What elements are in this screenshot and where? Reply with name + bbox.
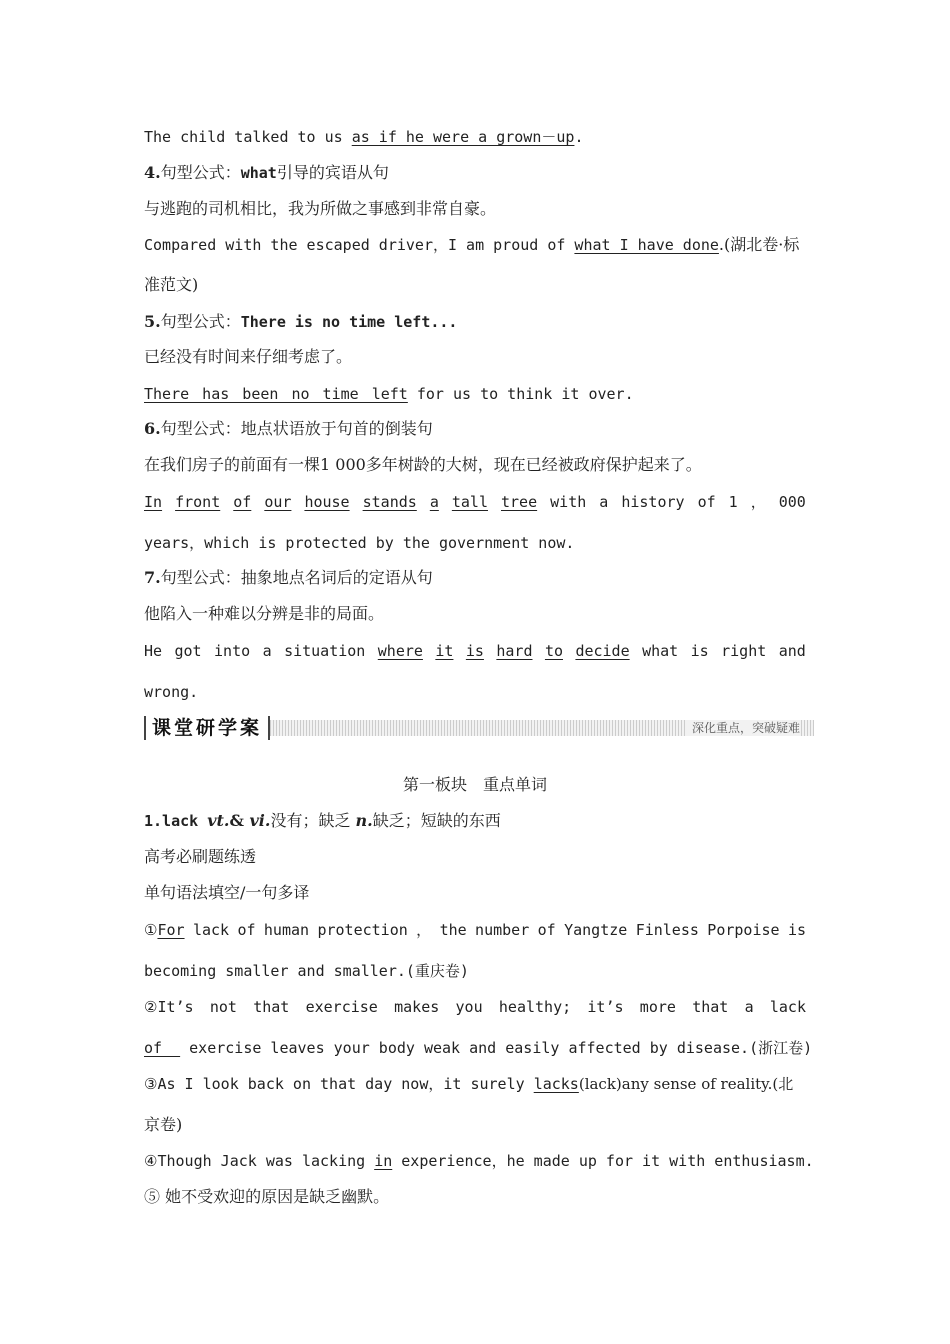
word: into	[214, 642, 251, 660]
word: number	[475, 921, 530, 939]
word: Porpoise	[707, 921, 780, 939]
exercise-sentence	[144, 1073, 793, 1095]
word: and	[778, 642, 806, 660]
word: 1	[728, 493, 738, 511]
answer-blank: in	[374, 1152, 393, 1170]
answer-word: a	[429, 493, 439, 511]
answer-word: front	[175, 493, 221, 511]
answer-word: to	[544, 642, 563, 660]
word: human	[263, 921, 310, 939]
word: 000	[778, 493, 806, 511]
word: healthy;	[498, 998, 572, 1016]
section-banner	[144, 716, 814, 740]
exercise-sentence: ⑤ 她不受欢迎的原因是缺乏幽默。	[144, 1187, 390, 1206]
word: Finless	[635, 921, 699, 939]
word: you	[455, 998, 483, 1016]
subheading: 单句语法填空/一句多译	[144, 883, 310, 902]
word: ，	[416, 921, 432, 939]
vocab-word: 1.lack	[144, 812, 208, 830]
item-marker: ①	[144, 921, 158, 939]
keyword: There is no time left...	[240, 313, 458, 331]
text: 句型公式：	[160, 163, 241, 182]
text: for us to think it over.	[407, 385, 634, 403]
part-of-speech: n.	[355, 811, 373, 830]
answer-word: In	[144, 493, 163, 511]
answer-word: hard	[496, 642, 533, 660]
word: of	[697, 493, 716, 511]
text: &	[229, 811, 250, 830]
answer-word: decide	[575, 642, 630, 660]
word: lack	[769, 998, 806, 1016]
part-of-speech: vt.	[207, 811, 230, 830]
exercise-sentence	[144, 996, 806, 1018]
answer-word: tree	[501, 493, 538, 511]
answer-word: is	[465, 642, 484, 660]
word: with	[550, 493, 587, 511]
definition: 缺乏；短缺的东西	[372, 811, 501, 830]
source-continued: 准范文)	[144, 275, 199, 294]
text: Compared with the escaped driver，I am proud of	[144, 236, 575, 254]
answer-blank: For	[157, 921, 185, 939]
answer-blank: lacks	[533, 1075, 579, 1093]
word: protection	[317, 921, 408, 939]
banner-title: 课堂研学案	[144, 716, 270, 740]
answer-blank: There has been no time left	[144, 385, 408, 403]
item-number: 7.	[144, 568, 161, 587]
formula-heading	[144, 311, 457, 333]
exercise-sentence	[144, 919, 806, 941]
answer-word: of	[233, 493, 252, 511]
formula-heading	[144, 162, 389, 184]
part-of-speech: vi.	[249, 811, 271, 830]
chinese-sentence: 在我们房子的前面有一棵1 000多年树龄的大树，现在已经被政府保护起来了。	[144, 455, 702, 474]
formula-heading	[144, 418, 433, 440]
word: it’s	[587, 998, 624, 1016]
exercise-sentence-continued: becoming smaller and smaller.(重庆卷)	[144, 962, 469, 980]
word: a	[599, 493, 609, 511]
word: lack	[192, 921, 230, 939]
answer-blank: of	[144, 1039, 181, 1057]
answer-word: house	[304, 493, 350, 511]
word: Yangtze	[564, 921, 628, 939]
item-number: 5.	[144, 312, 161, 331]
word: not	[209, 998, 237, 1016]
answer-blank: as if he were a grown－up	[351, 128, 575, 146]
section-title: 第一板块 重点单词	[402, 775, 547, 794]
example-sentence	[144, 640, 806, 662]
word: is	[787, 921, 806, 939]
word: what	[642, 642, 679, 660]
text: (lack)any sense of reality.(北	[578, 1075, 794, 1093]
word: situation	[284, 642, 366, 660]
text: The child talked to us	[144, 128, 352, 146]
text: experience，he made up for it with enthusiasm.	[392, 1152, 814, 1170]
word: the	[439, 921, 467, 939]
example-sentence-continued: years，which is protected by the government now.	[144, 534, 575, 552]
text: ④Though Jack was lacking	[144, 1152, 375, 1170]
exercise-sentence	[144, 1150, 814, 1172]
source-continued: 京卷)	[144, 1115, 183, 1134]
vocab-heading	[144, 810, 501, 832]
answer-word: tall	[451, 493, 488, 511]
answer-word: where	[377, 642, 423, 660]
item-number: 6.	[144, 419, 161, 438]
exercise-sentence-continued	[144, 1037, 812, 1059]
word: a	[744, 998, 754, 1016]
text: 句型公式：	[160, 312, 241, 331]
chinese-sentence: 已经没有时间来仔细考虑了。	[144, 347, 353, 366]
example-sentence	[144, 383, 634, 405]
word: right	[721, 642, 767, 660]
chinese-sentence: 他陷入一种难以分辨是非的局面。	[144, 604, 385, 623]
answer-word: it	[435, 642, 454, 660]
answer-word: stands	[362, 493, 417, 511]
chinese-sentence: 与逃跑的司机相比，我为所做之事感到非常自豪。	[144, 199, 497, 218]
text: .	[574, 128, 584, 146]
keyword: what	[240, 164, 277, 182]
word: exercise	[305, 998, 378, 1016]
word: history	[621, 493, 685, 511]
text: exercise leaves your body weak and easily affected by disease.(浙江卷)	[180, 1039, 813, 1057]
text: 引导的宾语从句	[276, 163, 389, 182]
answer-word: our	[264, 493, 292, 511]
word: got	[174, 642, 202, 660]
banner-subtitle: 深化重点，突破疑难	[686, 720, 800, 736]
text: 句型公式：抽象地点名词后的定语从句	[160, 568, 433, 587]
word: is	[690, 642, 709, 660]
example-sentence	[144, 126, 583, 148]
word: that	[253, 998, 290, 1016]
word: makes	[394, 998, 440, 1016]
word: of	[237, 921, 256, 939]
text: 句型公式：地点状语放于句首的倒装句	[160, 419, 433, 438]
word: of	[537, 921, 556, 939]
source: .(湖北卷·标	[718, 235, 800, 254]
answer-blank: what I have done	[574, 236, 719, 254]
word: ②It’s	[144, 998, 194, 1016]
word: that	[692, 998, 729, 1016]
subheading: 高考必刷题练透	[144, 847, 257, 866]
formula-heading	[144, 567, 433, 589]
definition: 没有；缺乏	[270, 811, 356, 830]
word: He	[144, 642, 163, 660]
text: ③As I look back on that day now，it surely	[144, 1075, 534, 1093]
word: a	[262, 642, 272, 660]
item-number: 4.	[144, 163, 161, 182]
word: ，	[750, 493, 766, 511]
example-sentence	[144, 491, 806, 513]
example-sentence-continued: wrong.	[144, 683, 199, 701]
word: more	[639, 998, 676, 1016]
example-sentence	[144, 234, 799, 256]
